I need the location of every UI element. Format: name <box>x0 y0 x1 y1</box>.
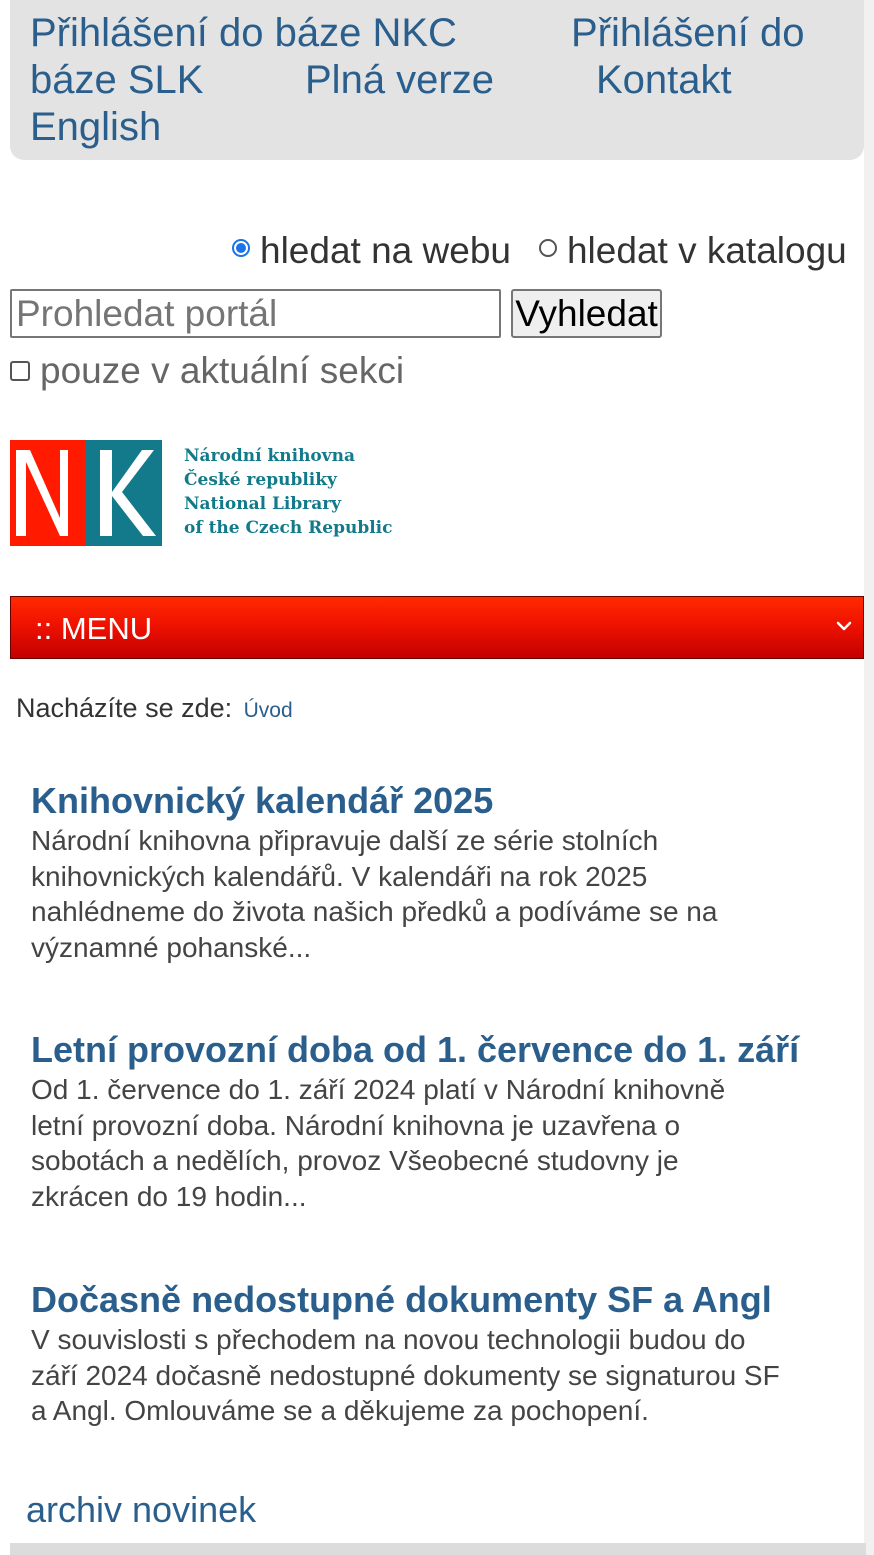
login-slk-link-line1[interactable]: Přihlášení do <box>571 11 805 55</box>
menu-label: :: MENU <box>35 611 153 646</box>
top-links-bar <box>10 0 864 160</box>
search-scope-group <box>232 226 847 272</box>
search-button[interactable]: Vyhledat <box>511 289 662 338</box>
full-version-link[interactable]: Plná verze <box>305 58 494 102</box>
nk-logo[interactable] <box>10 440 393 546</box>
breadcrumb-home-link[interactable]: Úvod <box>243 699 293 722</box>
news-text-line: sobotách a nedělích, provoz Všeobecné studovny je <box>31 1145 679 1176</box>
news-item <box>31 1028 851 1214</box>
scope-catalog-label[interactable]: hledat v katalogu <box>566 230 847 272</box>
login-nkc-link[interactable]: Přihlášení do báze NKC <box>30 11 457 55</box>
news-text-line: zkrácen do 19 hodin... <box>31 1180 307 1212</box>
news-text <box>31 1322 851 1429</box>
chevron-down-icon <box>835 617 853 635</box>
news-item <box>31 779 851 965</box>
nk-logo-mark <box>10 440 162 546</box>
logo-text-line: Národní knihovna <box>184 446 356 466</box>
logo-text <box>184 444 393 540</box>
news-title[interactable]: Letní provozní doba od 1. července do 1. září <box>31 1029 800 1070</box>
login-slk-link-line2[interactable]: báze SLK <box>30 58 204 102</box>
english-link[interactable]: English <box>30 105 162 149</box>
logo-text-line: of the Czech Republic <box>184 518 393 538</box>
logo-text-line: National Library <box>184 494 342 514</box>
news-item <box>31 1278 851 1429</box>
news-text-line: knihovnických kalendářů. V kalendáři na rok 2025 <box>31 860 648 892</box>
news-title[interactable]: Knihovnický kalendář 2025 <box>31 780 494 821</box>
search-input[interactable] <box>10 289 501 338</box>
news-archive-link[interactable]: archiv novinek <box>26 1489 257 1530</box>
scope-web-radio[interactable] <box>232 239 250 257</box>
news-text-line: Národní knihovna připravuje další ze série stolních <box>31 825 659 856</box>
news-text-line: významné pohanské... <box>31 931 312 963</box>
section-only-checkbox[interactable] <box>10 361 30 381</box>
news-text-line: V souvislosti s přechodem na novou technologii budou do <box>31 1324 746 1355</box>
menu-dropdown[interactable] <box>10 596 864 659</box>
news-text <box>31 1072 851 1214</box>
scrollbar-track[interactable] <box>864 0 874 1555</box>
scope-catalog-radio[interactable] <box>539 239 557 257</box>
logo-text-line: České republiky <box>184 470 337 490</box>
news-title[interactable]: Dočasně nedostupné dokumenty SF a Angl <box>31 1279 772 1320</box>
news-text <box>31 823 851 965</box>
section-only-label[interactable]: pouze v aktuální sekci <box>40 350 405 391</box>
news-text-line: letní provozní doba. Národní knihovna je uzavřena o <box>31 1109 681 1141</box>
news-text-line: září 2024 dočasně nedostupné dokumenty se signaturou SF <box>31 1359 780 1391</box>
breadcrumb <box>16 690 293 729</box>
breadcrumb-prefix: Nacházíte se zde: <box>16 693 233 723</box>
news-text-line: nahlédneme do života našich předků a podíváme se na <box>31 896 718 927</box>
section-only-row <box>10 348 404 394</box>
scope-web-label[interactable]: hledat na webu <box>260 230 511 272</box>
news-text-line: Od 1. července do 1. září 2024 platí v Národní knihovně <box>31 1074 726 1105</box>
contact-link[interactable]: Kontakt <box>596 58 732 102</box>
footer-bar <box>10 1543 866 1555</box>
news-text-line: a Angl. Omlouváme se a děkujeme za pochopení. <box>31 1395 649 1426</box>
